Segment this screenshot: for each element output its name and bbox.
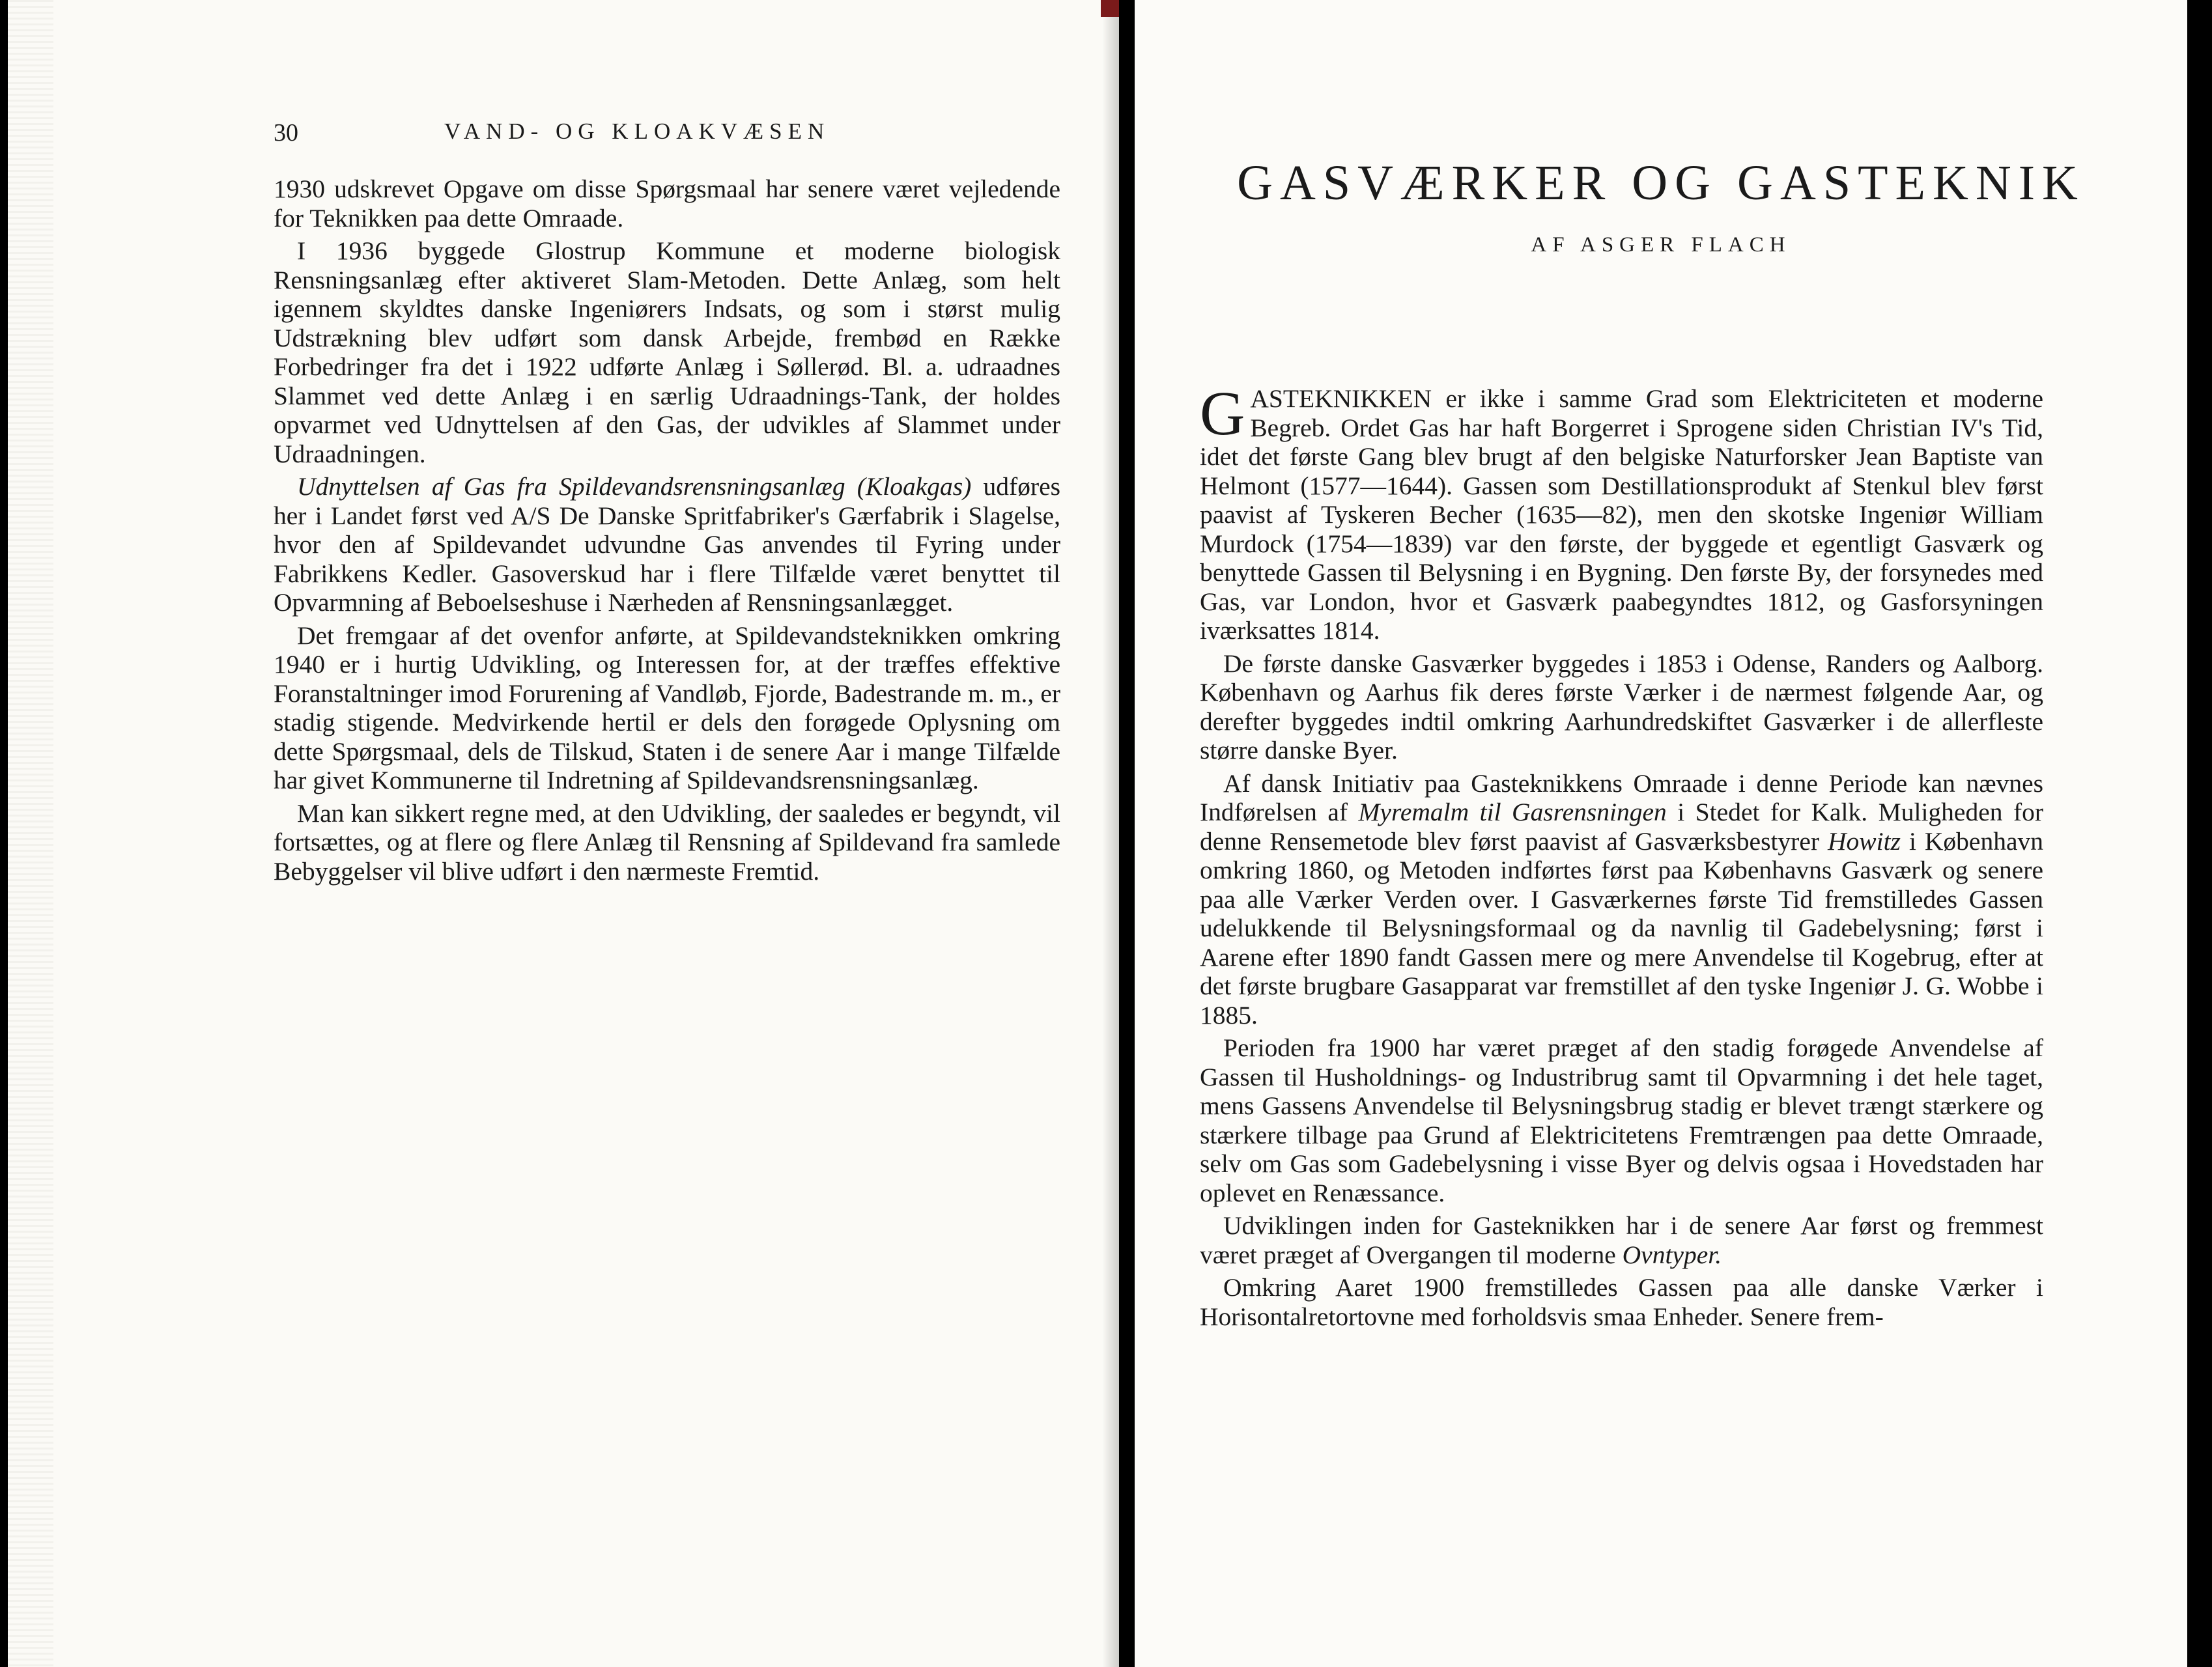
right-body-text [1200,378,2044,1335]
running-head: VAND- OG KLOAKVÆSEN [444,119,830,144]
paragraph: Man kan sikkert regne med, at den Udvikling, der saaledes er begyndt, vil fortsættes, og at flere og flere Anlæg til Rensning af Spildevand fra samlede Bebyggelser vil blive udført i den nærmeste Fremtid. [274,798,1060,886]
page-number: 30 [274,119,298,147]
article-title: GASVÆRKER OG GASTEKNIK [1237,156,2085,210]
italic-term: Ovntyper. [1622,1240,1722,1269]
paragraph [1200,1211,2043,1269]
italic-lead: Udnyttelsen af Gas fra Spildevandsrensningsanlæg (Kloakgas) [297,472,972,501]
italic-term: Myremalm til Gasrensningen [1358,798,1667,826]
paragraph: Perioden fra 1900 har været præget af den stadig forøgede Anvendelse af Gassen til Husholdnings- og Industribrug samt til Opvarmning i det hele taget, mens Gassens Anvendelse til Belysningsbrug stadig er blevet trængt stærkere og stærkere tilbage paa Grund af Elektricitetens Fremtrængen paa dette Omraade, selv om Gas som Gadebelysning i visse Byer og delvis ogsaa i Hovedstaden har oplevet en Renæssance. [1200,1033,2043,1207]
paragraph [274,472,1060,617]
spine-shadow [1102,0,1119,1667]
paragraph-text: ASTEKNIKKEN er ikke i samme Grad som Elektriciteten et moderne Begreb. Ordet Gas har haft Borgerret i Sprogene siden Christian IV's Tid, idet det første Gang blev brugt af den belgiske Naturforsker Jean Baptiste van Helmont (1577—1644). Gassen som Destillationsprodukt af Stenkul blev først paavist af Tyskeren Becher (1635—82), men den skotske Ingeniør William Murdock (1754—1839) var den første, der byggede et egentligt Gasværk og benyttede Gassen til Belysning i en Bygning. Den første By, der forsynedes med Gas, var London, hvor et Gasværk paabegyndtes 1812, og Gasforsyningen iværksattes 1814. [1200,384,2043,645]
byline: AF ASGER FLACH [1531,233,1791,257]
paragraph-text: i Stedet for Kalk. Muligheden for denne Rensemetode blev først paavist af Gasværksbestyrer [1200,798,2044,856]
paragraph-text: udføres her i Landet først ved A/S De Danske Spritfabriker's Gærfabrik i Slagelse, hvor den af Spildevandet udvundne Gas anvendes til Fyring under Fabrikkens Kedler. Gasoverskud har i flere Tilfælde været benyttet til Opvarmning af Beboelseshuse i Nærheden af Rensningsanlægget. [274,472,1061,617]
right-page [1135,0,2187,1667]
paragraph [1200,378,2043,645]
paragraph [1200,769,2043,1030]
paragraph: I 1936 byggede Glostrup Kommune et moderne biologisk Rensningsanlæg efter aktiveret Slam-Metoden. Dette Anlæg, som helt igennem skyldtes danske Ingeniørers Indsats, og som i størst mulig Udstrækning blev udført som dansk Arbejde, frembød en Række Forbedringer fra det i 1922 udførte Anlæg i Søllerød. Bl. a. udraadnes Slammet ved dette Anlæg i en særlig Udraadnings-Tank, der holdes opvarmet ved Udnyttelsen af den Gas, der udvikles af Slammet under Udraadningen. [274,236,1060,468]
ink-mark [1101,0,1119,17]
paragraph-text: Af dansk Initiativ paa Gasteknikkens Omraade i denne Periode kan nævnes Indførelsen af [1200,768,2043,826]
italic-name: Howitz [1828,826,1901,856]
drop-cap: G [1200,378,1245,448]
paragraph: Det fremgaar af det ovenfor anførte, at Spildevandsteknikken omkring 1940 er i hurtig Udvikling, og Interessen for, at der træffes effektive Foranstaltninger imod Forurening af Vandløb, Fjorde, Badestrande m. m., er stadig stigende. Medvirkende hertil er dels den forøgede Oplysning om dette Spørgsmaal, dels de Tilskud, Staten i de senere Aar i mange Tilfælde har givet Kommunerne til Indretning af Spildevandsrensningsanlæg. [274,621,1060,794]
paragraph-text: i København omkring 1860, og Metoden indførtes først paa Københavns Gasværk og senere paa alle Værker Verden over. I Gasværkernes første Tid fremstilledes Gassen udelukkende til Belysningsformaal og da navnlig til Gadebelysning; først i Aarene efter 1890 fandt Gassen mere og mere Anvendelse til Kogebrug, efter at det første brugbare Gasapparat var fremstillet af den tyske Ingeniør J. G. Wobbe i 1885. [1200,826,2043,1030]
page-edge-texture [8,0,53,1667]
left-body-text [274,175,1060,890]
left-page [8,0,1119,1667]
paragraph-text: Udviklingen inden for Gasteknikken har i de senere Aar først og fremmest været præget af Overgangen til moderne [1200,1211,2043,1269]
paragraph: De første danske Gasværker byggedes i 1853 i Odense, Randers og Aalborg. København og Aarhus fik deres første Værker i de nærmest følgende Aar, og derefter byggedes indtil omkring Aarhundredskiftet Gasværker i de allerfleste større danske Byer. [1200,649,2043,764]
paragraph: 1930 udskrevet Opgave om disse Spørgsmaal har senere været vejledende for Teknikken paa dette Omraade. [274,175,1060,232]
paragraph: Omkring Aaret 1900 fremstilledes Gassen paa alle danske Værker i Horisontalretortovne med forholdsvis smaa Enheder. Senere frem- [1200,1273,2043,1331]
